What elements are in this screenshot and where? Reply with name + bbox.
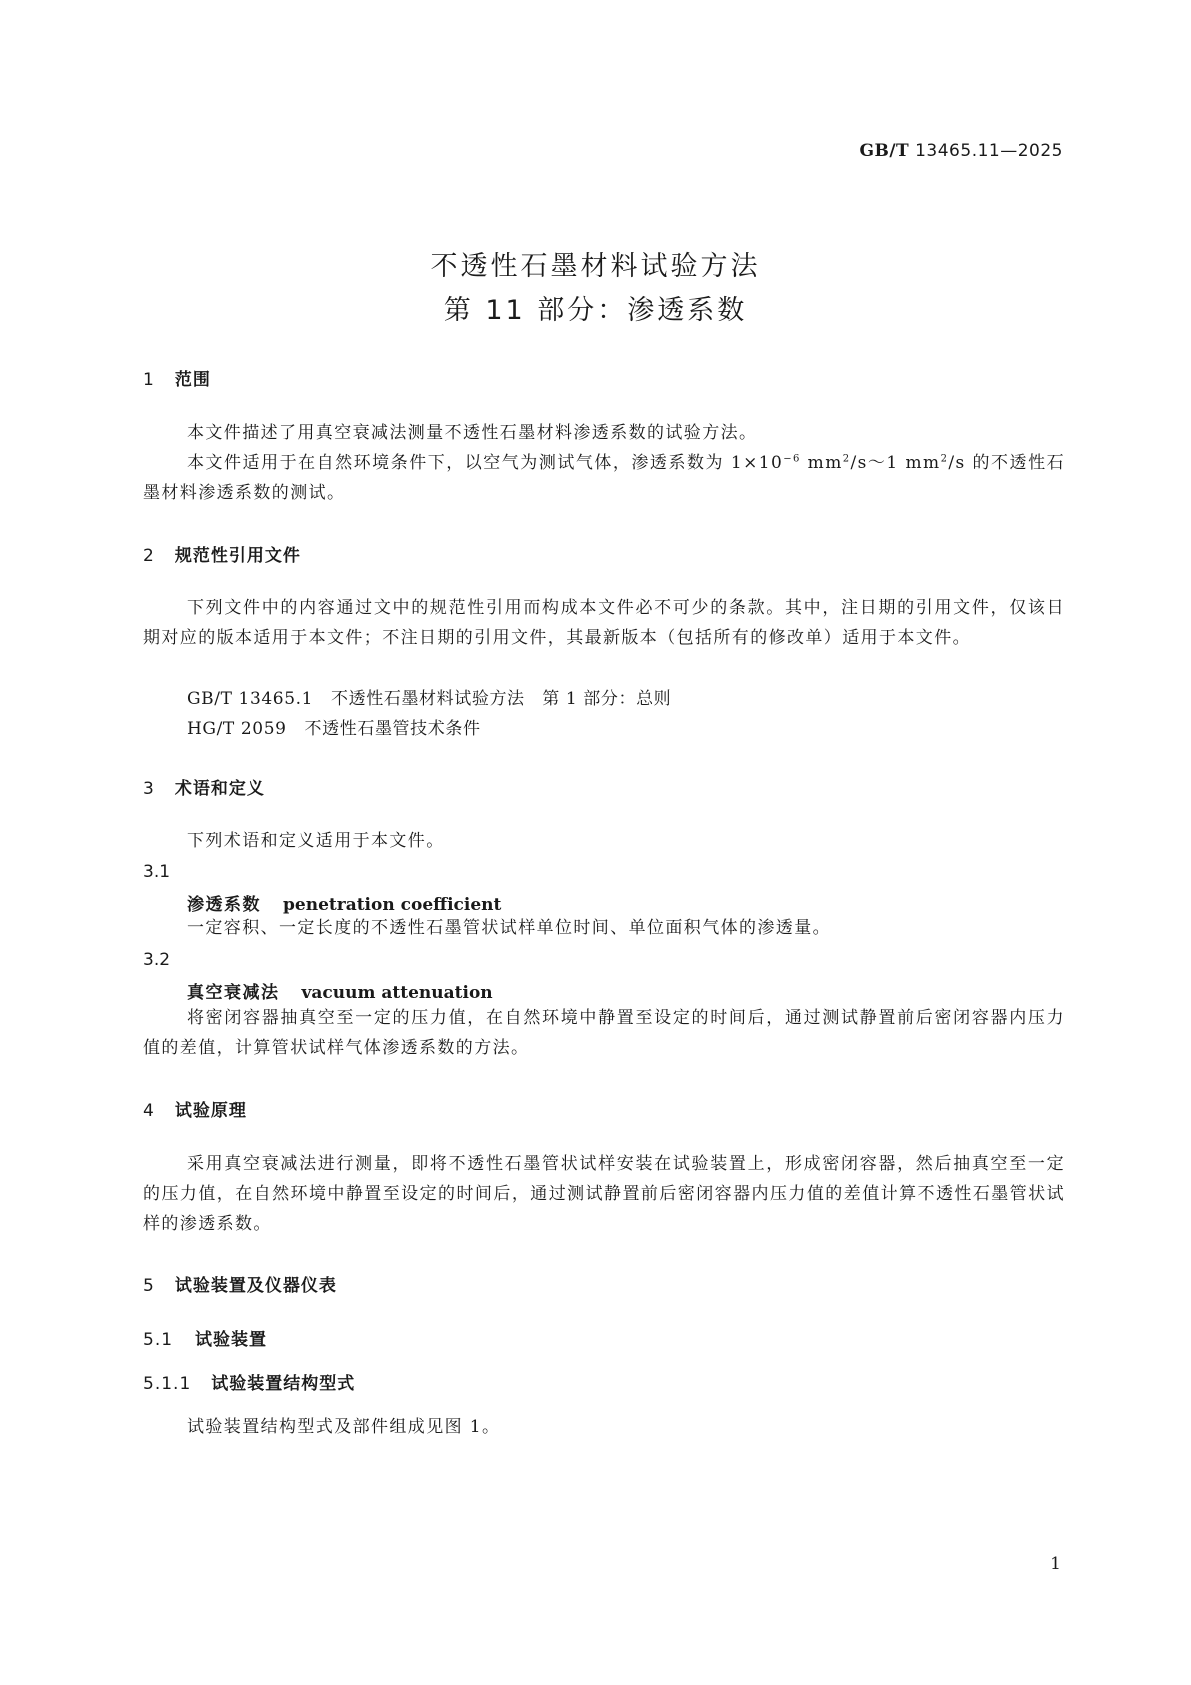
term-chinese: 真空衰减法 <box>187 983 280 1003</box>
term-number: 3.2 <box>143 950 171 970</box>
section-number: 5.1.1 <box>143 1374 192 1394</box>
document-subtitle: 第 11 部分：渗透系数 <box>443 295 748 326</box>
page-number: 1 <box>1050 1554 1061 1574</box>
document-title: 不透性石墨材料试验方法 <box>430 251 761 282</box>
term-definition: 将密闭容器抽真空至一定的压力值，在自然环境中静置至设定的时间后，通过测试静置前后密闭容器内压力值的差值，计算管状试样气体渗透系数的方法。 <box>143 1008 1065 1058</box>
reference-title: 不透性石墨材料试验方法 第 1 部分：总则 <box>331 689 672 709</box>
normative-reference <box>187 714 481 739</box>
section-number: 1 <box>143 370 155 390</box>
paragraph: 采用真空衰减法进行测量，即将不透性石墨管状试样安装在试验装置上，形成密闭容器，然后抽真空至一定的压力值，在自然环境中静置至设定的时间后，通过测试静置前后密闭容器内压力值的差值计算不透性石墨管状试样的渗透系数。 <box>143 1154 1065 1234</box>
section-title: 规范性引用文件 <box>174 546 301 566</box>
section-number: 4 <box>143 1101 155 1121</box>
section-2-heading <box>143 541 301 566</box>
section-title: 试验装置及仪器仪表 <box>174 1276 337 1296</box>
paragraph: 下列文件中的内容通过文中的规范性引用而构成本文件必不可少的条款。其中，注日期的引用文件，仅该日期对应的版本适用于本文件；不注日期的引用文件，其最新版本（包括所有的修改单）适用于本文件。 <box>143 598 1065 648</box>
section-number: 5.1 <box>143 1330 174 1350</box>
text-span: /s 的不透性石墨材料渗透系数的测试。 <box>143 453 1065 503</box>
reference-title: 不透性石墨管技术条件 <box>304 719 481 739</box>
standard-prefix: GB/T <box>859 141 910 161</box>
paragraph <box>143 448 1065 508</box>
term-entry <box>187 890 501 915</box>
term-number: 3.1 <box>143 862 171 882</box>
text-span: 本文件适用于在自然环境条件下，以空气为测试气体，渗透系数为 1×10 <box>187 453 784 473</box>
text-span: /s～1 mm <box>850 453 941 473</box>
superscript: −6 <box>783 453 801 465</box>
term-entry <box>187 978 493 1003</box>
section-1-heading <box>143 365 211 390</box>
normative-reference <box>187 684 671 709</box>
section-title: 术语和定义 <box>174 779 265 799</box>
section-number: 2 <box>143 546 155 566</box>
section-number: 3 <box>143 779 155 799</box>
section-3-heading <box>143 774 265 799</box>
subsubsection-heading <box>143 1369 355 1394</box>
term-definition: 一定容积、一定长度的不透性石墨管状试样单位时间、单位面积气体的渗透量。 <box>187 918 831 938</box>
paragraph: 本文件描述了用真空衰减法测量不透性石墨材料渗透系数的试验方法。 <box>187 423 758 443</box>
superscript: 2 <box>842 453 851 465</box>
standard-number <box>859 141 1063 161</box>
paragraph: 试验装置结构型式及部件组成见图 1。 <box>187 1417 501 1437</box>
standard-code: 13465.11—2025 <box>915 141 1063 161</box>
section-title: 试验装置 <box>195 1330 268 1350</box>
section-title: 试验装置结构型式 <box>211 1374 356 1394</box>
subsection-heading <box>143 1325 267 1350</box>
section-title: 范围 <box>174 370 211 390</box>
text-span: mm <box>800 453 843 473</box>
section-4-heading <box>143 1096 247 1121</box>
paragraph: 下列术语和定义适用于本文件。 <box>187 831 445 851</box>
term-chinese: 渗透系数 <box>187 895 261 915</box>
section-title: 试验原理 <box>174 1101 247 1121</box>
reference-code: GB/T 13465.1 <box>187 689 314 709</box>
term-english: vacuum attenuation <box>301 983 493 1003</box>
reference-code: HG/T 2059 <box>187 719 287 739</box>
section-5-heading <box>143 1271 337 1296</box>
term-english: penetration coefficient <box>283 895 502 915</box>
superscript: 2 <box>940 453 949 465</box>
section-number: 5 <box>143 1276 155 1296</box>
